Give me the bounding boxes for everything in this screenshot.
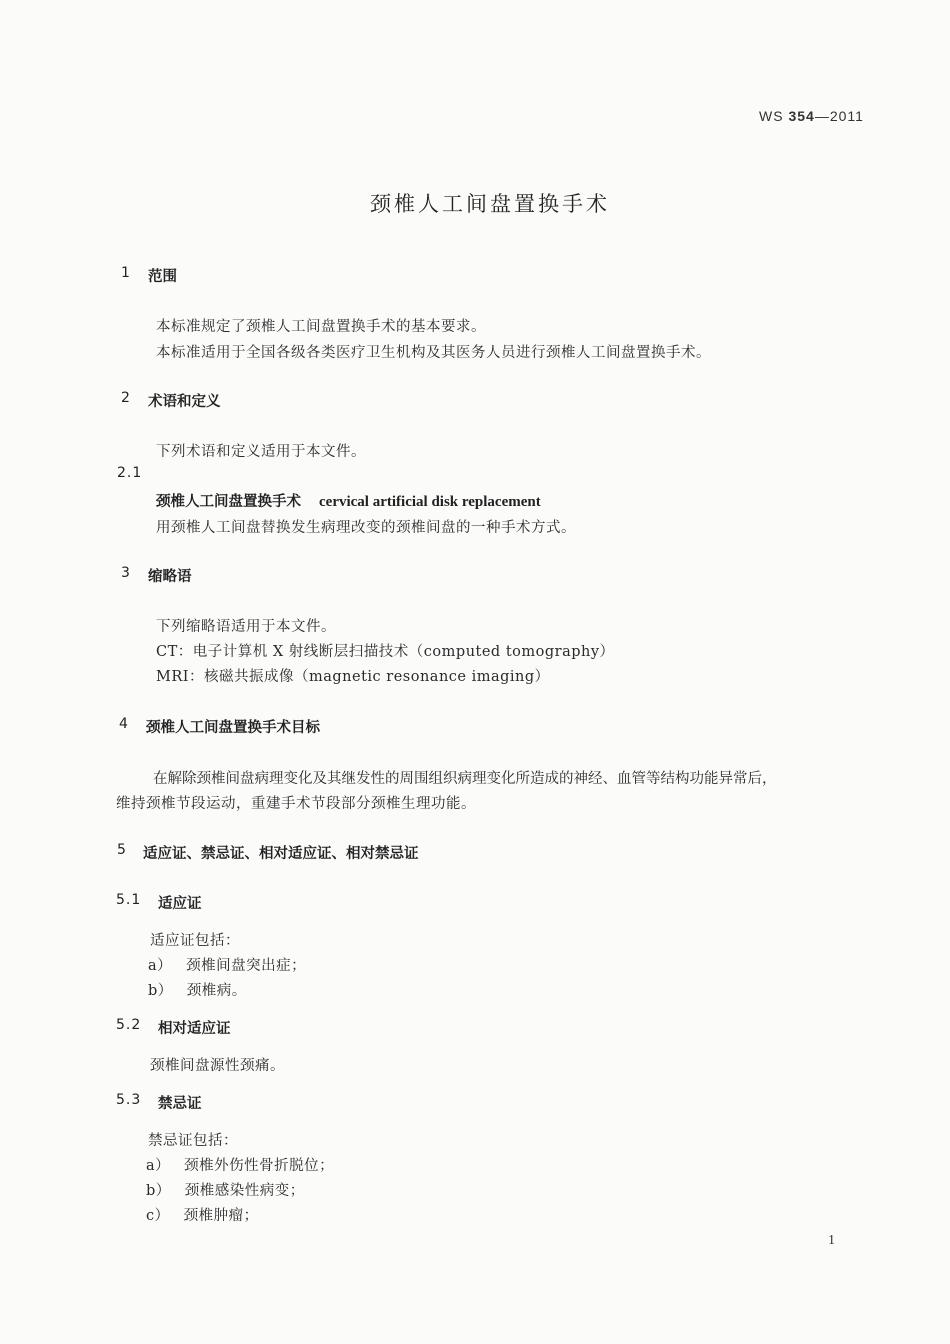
standard-code-year: —2011 <box>814 108 864 124</box>
list-item <box>148 954 306 975</box>
list-text: 颈椎感染性病变； <box>184 1183 305 1199</box>
section-5-1-heading: 适应证 <box>158 896 202 912</box>
list-marker: a） <box>148 958 173 974</box>
section-3-heading: 缩略语 <box>148 569 192 585</box>
term-chinese: 颈椎人工间盘置换手术 <box>156 494 301 510</box>
list-text: 颈椎外伤性骨折脱位； <box>184 1158 335 1174</box>
page-number: 1 <box>828 1233 835 1248</box>
section-5-2-text: 颈椎间盘源性颈痛。 <box>150 1058 285 1074</box>
section-5-2-heading: 相对适应证 <box>158 1021 231 1037</box>
abbreviation-mri: MRI：核磁共振成像（magnetic resonance imaging） <box>156 669 550 685</box>
section-4-number: 4 <box>119 716 129 732</box>
list-text: 颈椎肿瘤； <box>183 1208 259 1224</box>
section-3-number: 3 <box>121 565 131 581</box>
list-text: 颈椎病。 <box>186 983 247 999</box>
section-2-1-number: 2.1 <box>117 465 143 481</box>
section-1-paragraph-2: 本标准适用于全国各级各类医疗卫生机构及其医务人员进行颈椎人工间盘置换手术。 <box>156 345 711 361</box>
list-marker: b） <box>148 983 173 999</box>
list-marker: b） <box>146 1183 171 1199</box>
list-marker: c） <box>146 1208 170 1224</box>
section-2-number: 2 <box>121 390 131 406</box>
term-definition: 用颈椎人工间盘替换发生病理改变的颈椎间盘的一种手术方式。 <box>156 520 576 536</box>
list-marker: a） <box>146 1158 171 1174</box>
section-1-number: 1 <box>121 265 131 281</box>
document-title: 颈椎人工间盘置换手术 <box>370 192 610 216</box>
section-5-3-number: 5.3 <box>116 1092 142 1108</box>
section-4-paragraph-line-2: 维持颈椎节段运动，重建手术节段部分颈椎生理功能。 <box>116 796 476 812</box>
section-3-intro: 下列缩略语适用于本文件。 <box>156 619 336 635</box>
term-entry <box>156 490 541 511</box>
list-item <box>146 1179 305 1200</box>
section-4-heading: 颈椎人工间盘置换手术目标 <box>146 720 320 736</box>
abbreviation-ct: CT：电子计算机 X 射线断层扫描技术（computed tomography） <box>156 644 615 660</box>
section-5-2-number: 5.2 <box>116 1017 142 1033</box>
list-item <box>146 1204 259 1225</box>
section-1-paragraph-1: 本标准规定了颈椎人工间盘置换手术的基本要求。 <box>156 319 486 335</box>
section-5-1-intro: 适应证包括： <box>150 933 240 949</box>
list-item <box>148 979 247 1000</box>
standard-code-number: 354 <box>788 108 815 124</box>
section-2-heading: 术语和定义 <box>148 394 221 410</box>
section-1-heading: 范围 <box>148 269 177 285</box>
standard-code-prefix: WS <box>759 108 789 124</box>
standard-code <box>759 108 864 124</box>
list-text: 颈椎间盘突出症； <box>186 958 307 974</box>
list-item <box>146 1154 334 1175</box>
section-5-3-intro: 禁忌证包括： <box>148 1133 238 1149</box>
section-5-heading: 适应证、禁忌证、相对适应证、相对禁忌证 <box>143 846 419 862</box>
term-english: cervical artificial disk replacement <box>319 494 541 510</box>
section-5-1-number: 5.1 <box>116 892 142 908</box>
section-5-number: 5 <box>117 842 127 858</box>
section-4-paragraph-line-1: 在解除颈椎间盘病理变化及其继发性的周围组织病理变化所造成的神经、血管等结构功能异常后， <box>153 771 777 787</box>
section-5-3-heading: 禁忌证 <box>158 1096 202 1112</box>
section-2-intro: 下列术语和定义适用于本文件。 <box>156 444 366 460</box>
